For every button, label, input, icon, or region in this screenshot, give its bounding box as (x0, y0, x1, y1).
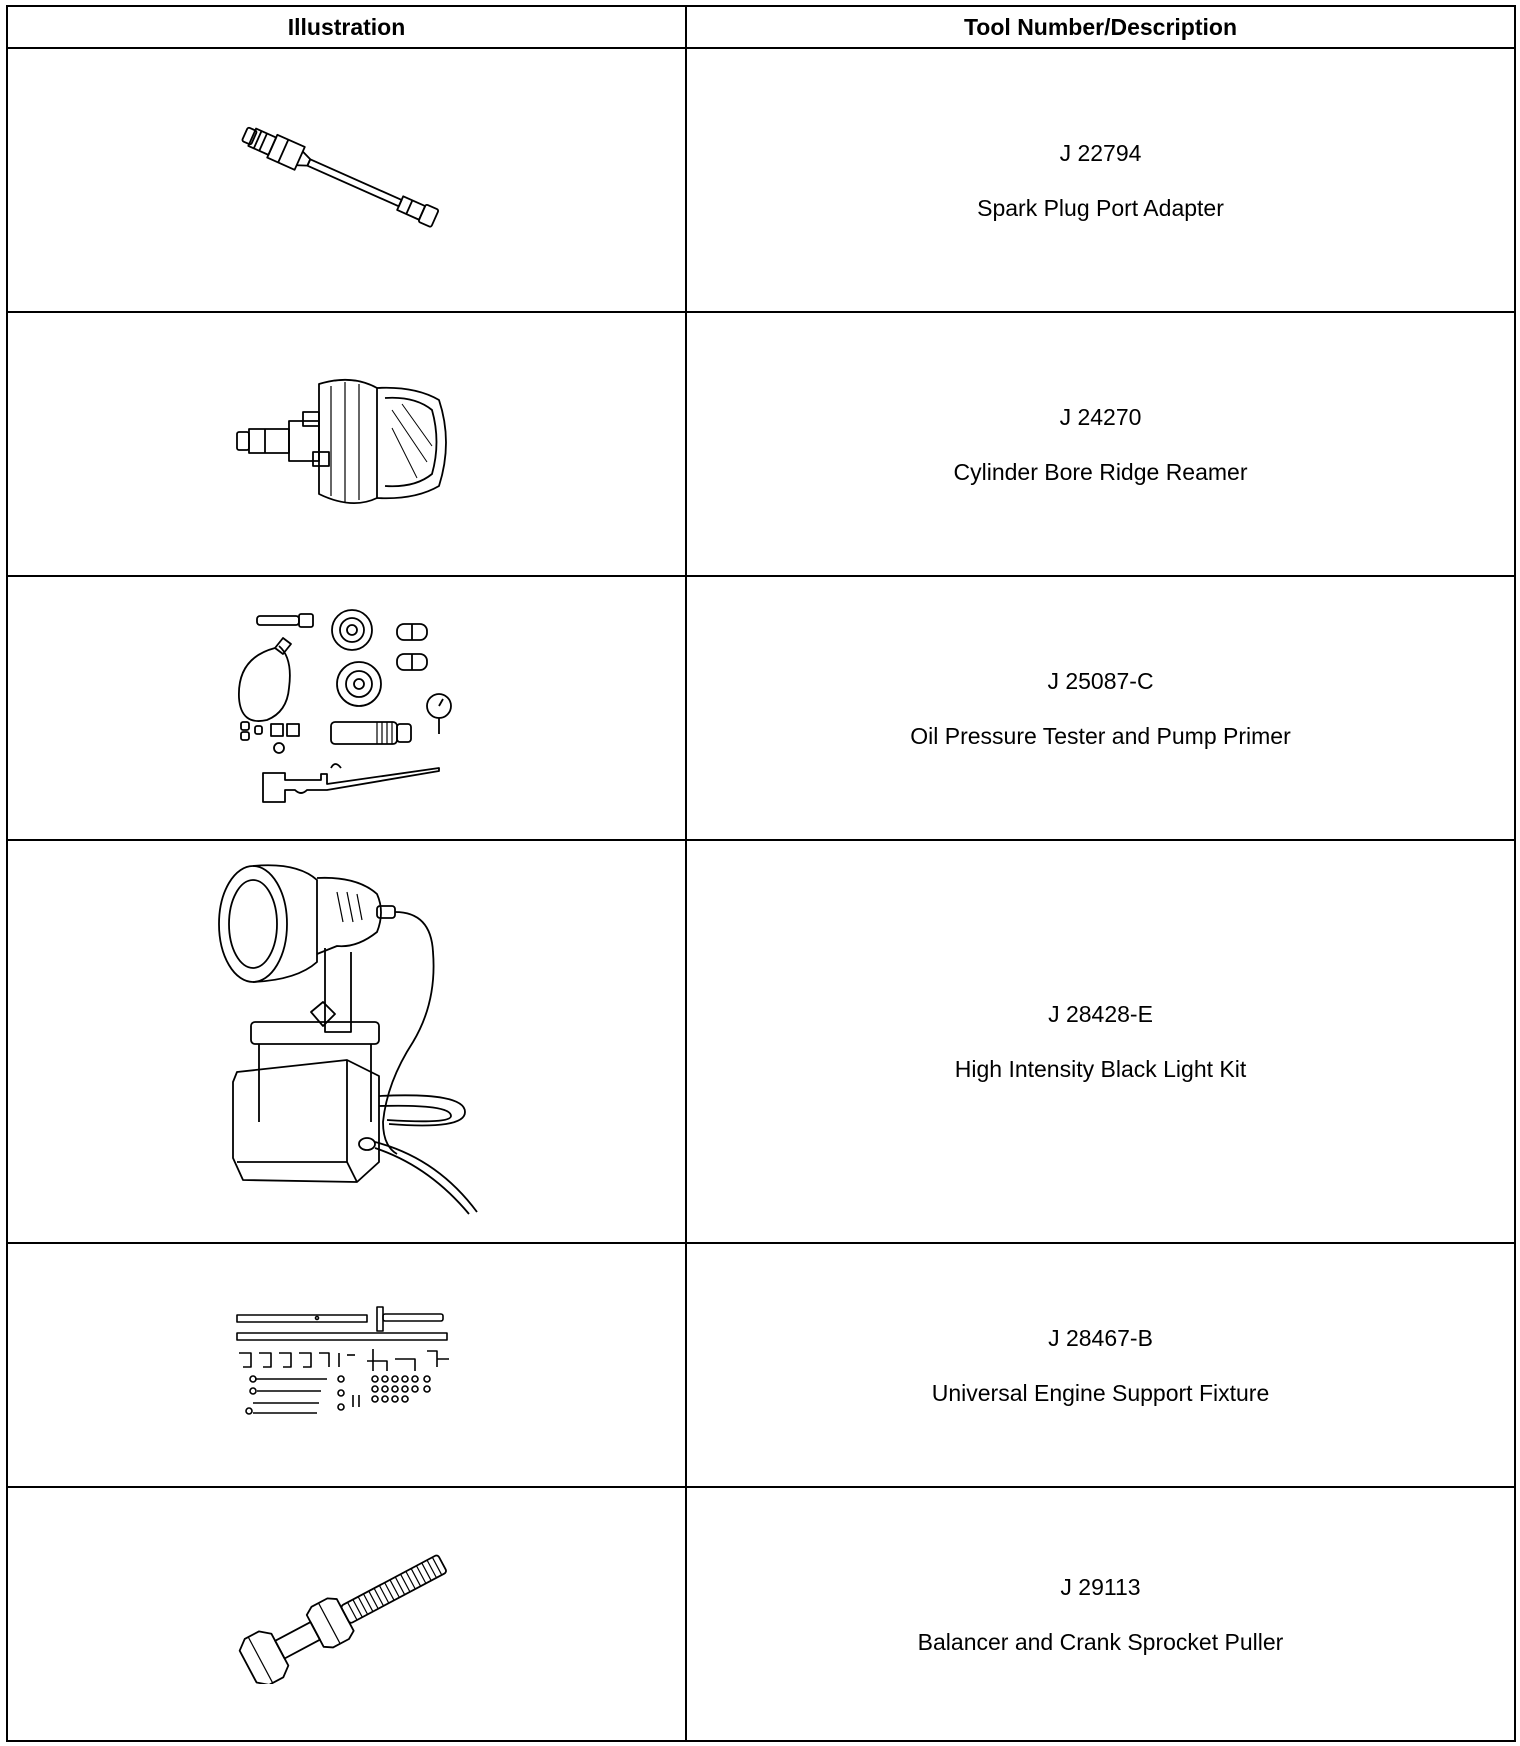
tool-number: J 28428-E (1048, 1001, 1153, 1027)
illustration-cell (7, 312, 686, 576)
tool-description: Balancer and Crank Sprocket Puller (917, 1628, 1284, 1655)
illustration-cell (7, 48, 686, 312)
tool-cell (686, 1243, 1515, 1487)
tool-number: J 29113 (1060, 1573, 1141, 1600)
tool-cell (686, 576, 1515, 840)
special-tools-table (6, 5, 1516, 1742)
table-row (7, 840, 1515, 1243)
tool-cell (686, 48, 1515, 312)
table-row (7, 1243, 1515, 1487)
tool-description: Cylinder Bore Ridge Reamer (953, 458, 1248, 485)
tool-description: Spark Plug Port Adapter (977, 194, 1224, 221)
tool-column-header: Tool Number/Description (686, 6, 1515, 48)
ridge-reamer-icon (227, 374, 467, 514)
illustration-cell (7, 576, 686, 840)
tool-description: High Intensity Black Light Kit (954, 1056, 1247, 1082)
black-light-kit-icon (207, 862, 487, 1222)
tool-cell (686, 1487, 1515, 1741)
table-header-row (7, 6, 1515, 48)
spark-plug-port-adapter-icon (227, 125, 467, 235)
tool-number: J 22794 (1059, 139, 1142, 166)
engine-support-fixture-icon (227, 1295, 467, 1435)
tool-number: J 28467-B (1048, 1324, 1153, 1351)
tool-number: J 25087-C (1047, 667, 1154, 694)
illustration-cell (7, 1487, 686, 1741)
tool-cell (686, 312, 1515, 576)
tool-description: Oil Pressure Tester and Pump Primer (910, 722, 1291, 749)
illustration-cell (7, 840, 686, 1243)
tool-cell (686, 840, 1515, 1243)
oil-pressure-tester-kit-icon (227, 608, 467, 808)
illustration-column-header: Illustration (7, 6, 686, 48)
tool-number: J 24270 (1059, 403, 1142, 430)
table-row (7, 48, 1515, 312)
table-row (7, 1487, 1515, 1741)
table-row (7, 576, 1515, 840)
table-row (7, 312, 1515, 576)
tool-description: Universal Engine Support Fixture (931, 1379, 1270, 1406)
illustration-cell (7, 1243, 686, 1487)
sprocket-puller-icon (227, 1544, 467, 1684)
